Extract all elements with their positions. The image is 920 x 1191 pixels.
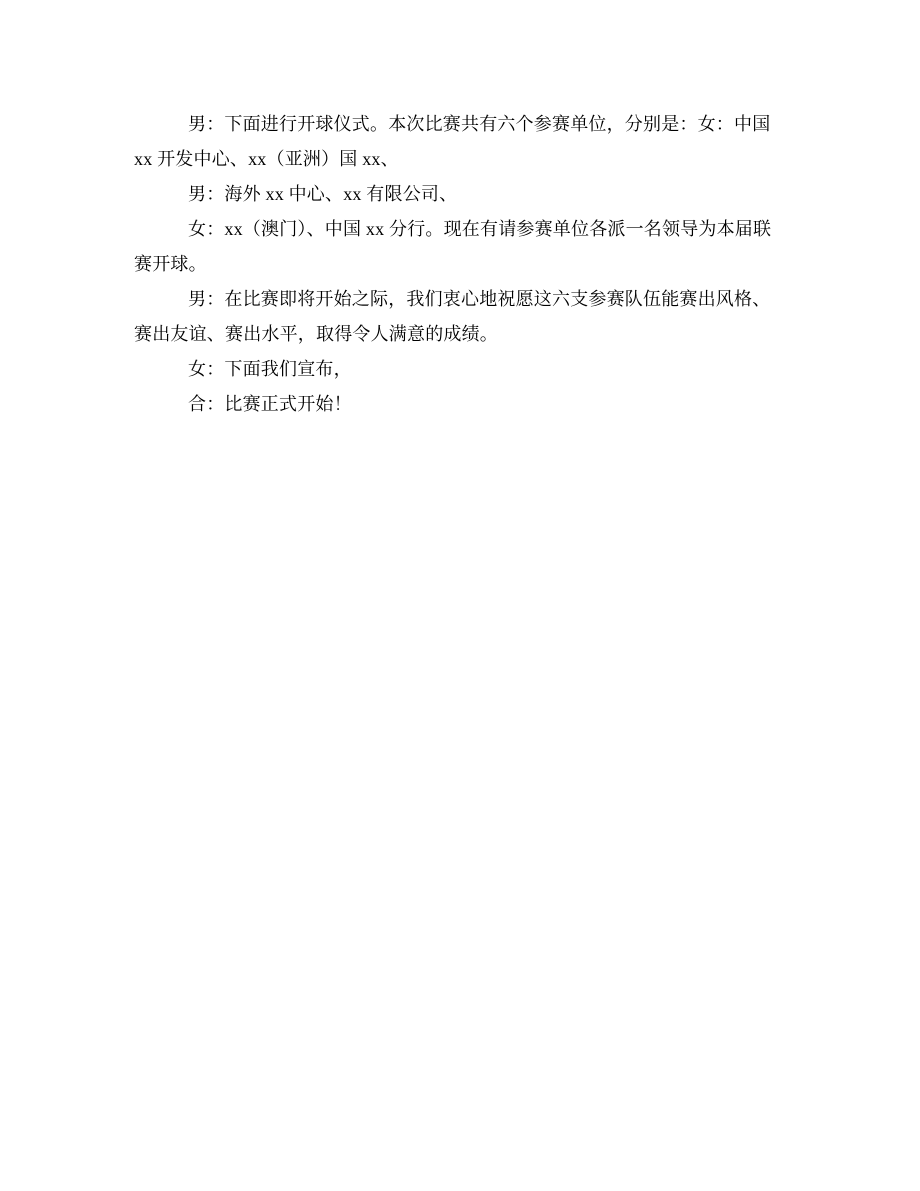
dialogue-paragraph: 男：在比赛即将开始之际，我们衷心地祝愿这六支参赛队伍能赛出风格、赛出友谊、赛出水平，取得令人满意的成绩。 — [134, 289, 771, 344]
document-body — [134, 107, 784, 422]
dialogue-paragraph: 合：比赛正式开始！ — [188, 394, 352, 414]
dialogue-paragraph: 男：下面进行开球仪式。本次比赛共有六个参赛单位，分别是：女：中国 xx 开发中心、xx（亚洲）国 xx、 — [134, 114, 771, 169]
dialogue-paragraph: 女：xx（澳门）、中国 xx 分行。现在有请参赛单位各派一名领导为本届联赛开球。 — [134, 219, 772, 274]
dialogue-paragraph: 男：海外 xx 中心、xx 有限公司、 — [188, 184, 458, 204]
dialogue-paragraph: 女：下面我们宣布， — [188, 359, 352, 379]
